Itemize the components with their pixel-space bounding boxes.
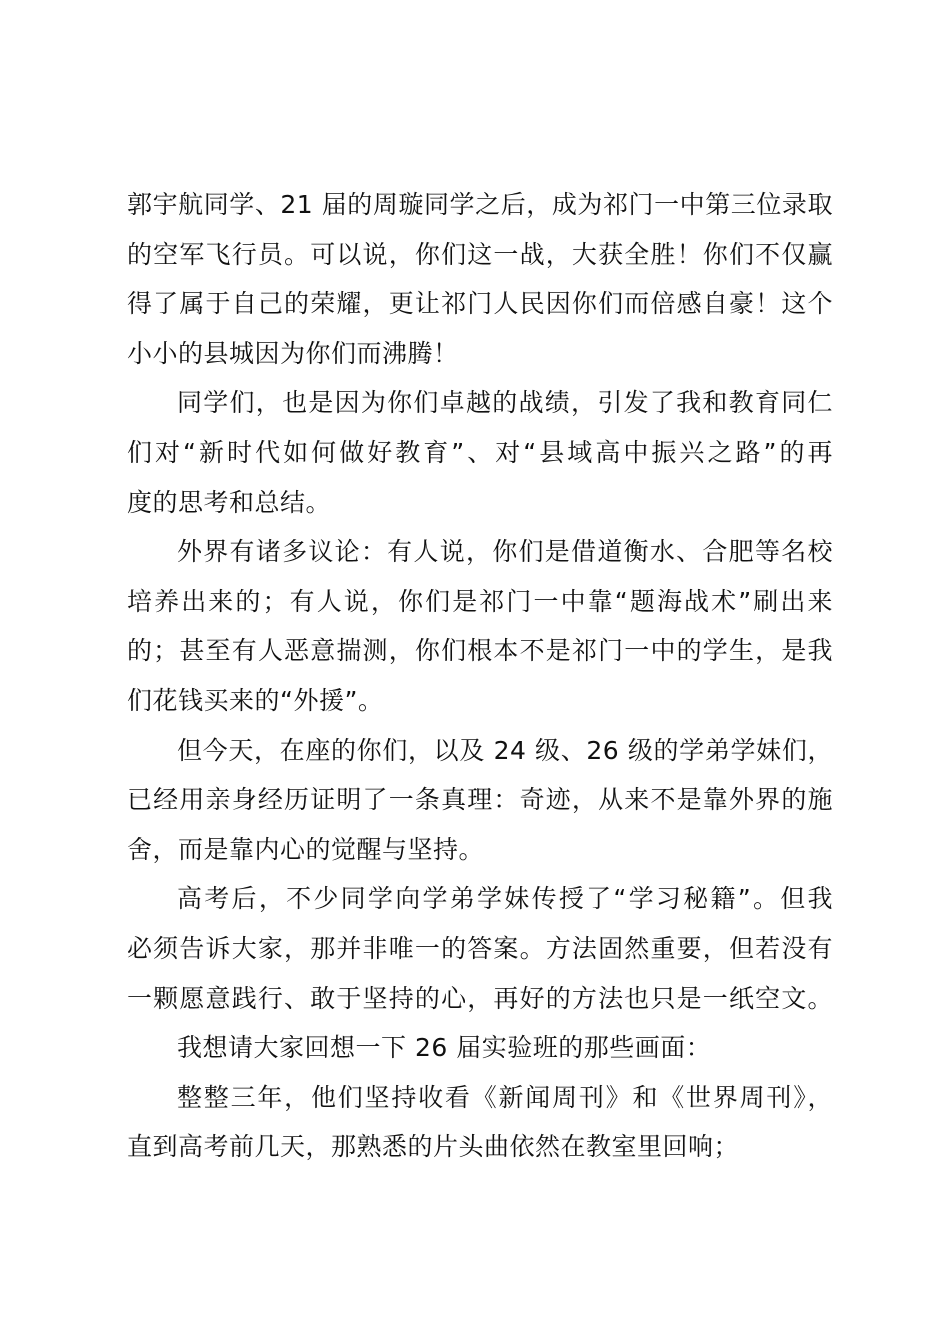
document-body xyxy=(127,180,833,1172)
text-line: 的；甚至有人恶意揣测，你们根本不是祁门一中的学生，是我 xyxy=(127,636,833,666)
text-line: 必须告诉大家，那并非唯一的答案。方法固然重要，但若没有 xyxy=(127,933,833,963)
paragraph xyxy=(127,874,833,1023)
text-line: 同学们，也是因为你们卓越的战绩，引发了我和教育同仁 xyxy=(177,388,833,418)
text-line: 郭宇航同学、21 届的周璇同学之后，成为祁门一中第三位录取 xyxy=(127,190,833,219)
text-line: 培养出来的；有人说，你们是祁门一中靠“题海战术”刷出来 xyxy=(127,586,833,616)
paragraph xyxy=(127,378,833,527)
text-line: 我想请大家回想一下 26 届实验班的那些画面： xyxy=(177,1033,712,1063)
text-line: 度的思考和总结。 xyxy=(127,487,332,517)
paragraph xyxy=(127,726,833,875)
text-line: 舍，而是靠内心的觉醒与坚持。 xyxy=(127,834,485,864)
text-line: 高考后，不少同学向学弟学妹传授了“学习秘籍”。但我 xyxy=(177,884,833,914)
text-line: 小小的县城因为你们而沸腾！ xyxy=(127,338,459,368)
paragraph xyxy=(127,527,833,725)
text-line: 的空军飞行员。可以说，你们这一战，大获全胜！你们不仅赢 xyxy=(127,239,833,269)
text-line: 们对“新时代如何做好教育”、对“县域高中振兴之路”的再 xyxy=(127,437,833,467)
text-line: 已经用亲身经历证明了一条真理：奇迹，从来不是靠外界的施 xyxy=(127,785,833,815)
paragraph xyxy=(127,1073,833,1172)
text-line: 得了属于自己的荣耀，更让祁门人民因你们而倍感自豪！这个 xyxy=(127,289,833,319)
paragraph xyxy=(127,180,833,378)
text-line: 直到高考前几天，那熟悉的片头曲依然在教室里回响； xyxy=(127,1132,740,1162)
paragraph xyxy=(127,1023,833,1073)
text-line: 但今天，在座的你们，以及 24 级、26 级的学弟学妹们， xyxy=(177,735,833,765)
text-line: 整整三年，他们坚持收看《新闻周刊》和《世界周刊》， xyxy=(177,1082,833,1112)
text-line: 一颗愿意践行、敢于坚持的心，再好的方法也只是一纸空文。 xyxy=(127,983,833,1013)
text-line: 外界有诸多议论：有人说，你们是借道衡水、合肥等名校 xyxy=(177,537,833,567)
text-line: 们花钱买来的“外援”。 xyxy=(127,685,384,715)
